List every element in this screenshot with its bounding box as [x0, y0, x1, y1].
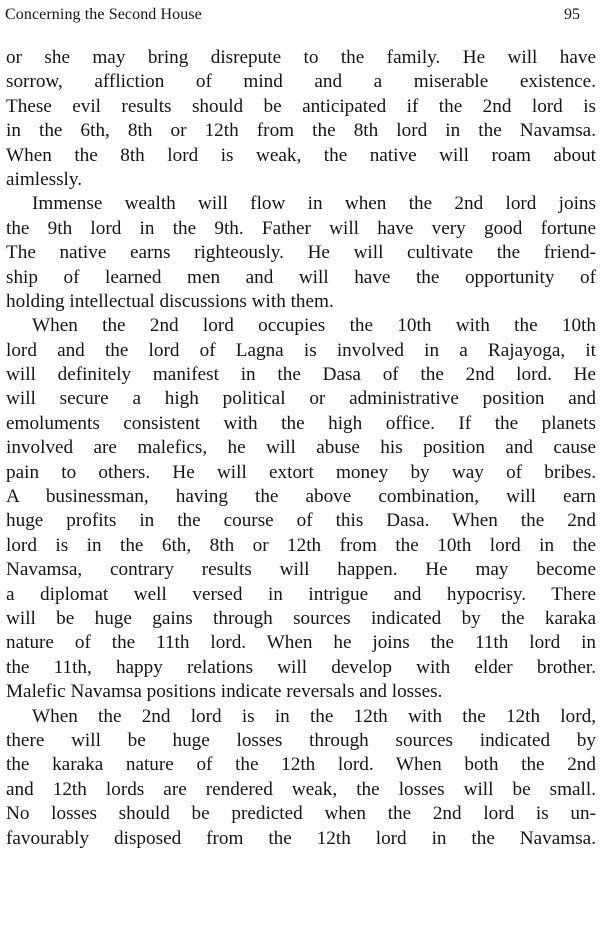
text-line: Malefic Navamsa positions indicate reversals and losses.	[6, 681, 443, 703]
text-line: will definitely manifest in the Dasa of the 2nd lord. He	[6, 364, 596, 386]
running-head	[5, 2, 590, 28]
text-line: When the 2nd lord is in the 12th with the 12th lord,	[32, 705, 596, 727]
text-line: and 12th lords are rendered weak, the losses will be small.	[6, 778, 596, 800]
body-text	[6, 46, 596, 851]
text-line: there will be huge losses through sources indicated by	[6, 729, 596, 751]
text-line: involved are malefics, he will abuse his position and cause	[6, 437, 596, 459]
text-line: a diplomat well versed in intrigue and hypocrisy. There	[6, 583, 596, 605]
text-line: huge profits in the course of this Dasa. When the 2nd	[6, 510, 596, 532]
text-line: in the 6th, 8th or 12th from the 8th lord in the Navamsa.	[6, 120, 596, 142]
text-line: These evil results should be anticipated if the 2nd lord is	[6, 95, 596, 117]
text-line: No losses should be predicted when the 2nd lord is un-	[6, 803, 596, 825]
text-line: or she may bring disrepute to the family. He will have	[6, 47, 596, 68]
text-line: Navamsa, contrary results will happen. He may become	[6, 559, 596, 581]
text-line: The native earns righteously. He will cultivate the friend-	[6, 242, 596, 264]
text-line: the 9th lord in the 9th. Father will have very good fortune	[6, 217, 596, 239]
page-number: 95	[564, 6, 580, 23]
text-line: Immense wealth will flow in when the 2nd lord joins	[32, 193, 596, 215]
text-line: pain to others. He will extort money by way of bribes.	[6, 461, 596, 483]
text-line: the 11th, happy relations will develop with elder brother.	[6, 656, 596, 678]
text-line: lord is in the 6th, 8th or 12th from the 10th lord in the	[6, 534, 596, 556]
text-line: holding intellectual discussions with them.	[6, 290, 334, 312]
text-line: will secure a high political or administrative position and	[6, 388, 596, 410]
text-line: will be huge gains through sources indicated by the karaka	[6, 607, 596, 629]
paragraph-continuation	[6, 46, 596, 192]
text-line: nature of the 11th lord. When he joins the 11th lord in	[6, 632, 596, 654]
text-line: aimlessly.	[6, 168, 83, 190]
text-line: sorrow, affliction of mind and a miserable existence.	[6, 71, 596, 93]
running-title: Concerning the Second House	[5, 6, 202, 23]
text-line: When the 2nd lord occupies the 10th with the 10th	[32, 315, 596, 337]
text-line: When the 8th lord is weak, the native will roam about	[6, 144, 596, 166]
paragraph-tenth-house	[6, 314, 596, 704]
text-line: emoluments consistent with the high office. If the planets	[6, 412, 596, 434]
text-line: ship of learned men and will have the opportunity of	[6, 266, 596, 288]
text-line: favourably disposed from the 12th lord in the Navamsa.	[6, 827, 596, 849]
paragraph-wealth	[6, 192, 596, 314]
text-line: lord and the lord of Lagna is involved in a Rajayoga, it	[6, 339, 596, 361]
text-line: A businessman, having the above combination, will earn	[6, 486, 596, 508]
text-line: the karaka nature of the 12th lord. When both the 2nd	[6, 754, 596, 776]
paragraph-twelfth-house	[6, 705, 596, 851]
